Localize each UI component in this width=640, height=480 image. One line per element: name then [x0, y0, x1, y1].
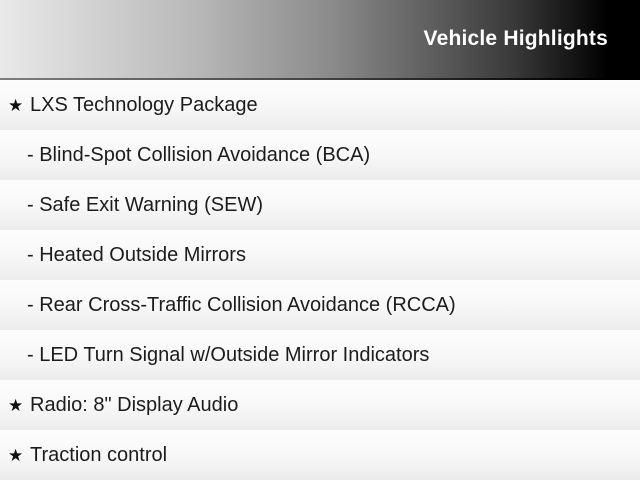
star-bullet-icon: ★: [8, 445, 24, 465]
list-subitem: [0, 230, 640, 280]
feature-label: Traction control: [30, 443, 168, 466]
list-item: [0, 430, 640, 480]
list-item: [0, 80, 640, 130]
list-subitem: [0, 130, 640, 180]
feature-label: - Rear Cross-Traffic Collision Avoidance (RCCA): [27, 293, 456, 316]
feature-label: - Blind-Spot Collision Avoidance (BCA): [27, 143, 371, 166]
list-subitem: [0, 330, 640, 380]
list-subitem: [0, 280, 640, 330]
list-item: [0, 380, 640, 430]
star-bullet-icon: ★: [8, 95, 24, 115]
feature-label: Radio: 8" Display Audio: [30, 393, 239, 416]
page-title: Vehicle Highlights: [423, 27, 608, 50]
star-bullet-icon: ★: [8, 395, 24, 415]
feature-label: - Safe Exit Warning (SEW): [27, 193, 263, 216]
list-subitem: [0, 180, 640, 230]
header-banner: [0, 0, 640, 78]
feature-label: LXS Technology Package: [30, 93, 258, 116]
feature-list: [0, 80, 640, 480]
feature-label: - Heated Outside Mirrors: [27, 243, 246, 266]
feature-label: - LED Turn Signal w/Outside Mirror Indicators: [27, 343, 430, 366]
